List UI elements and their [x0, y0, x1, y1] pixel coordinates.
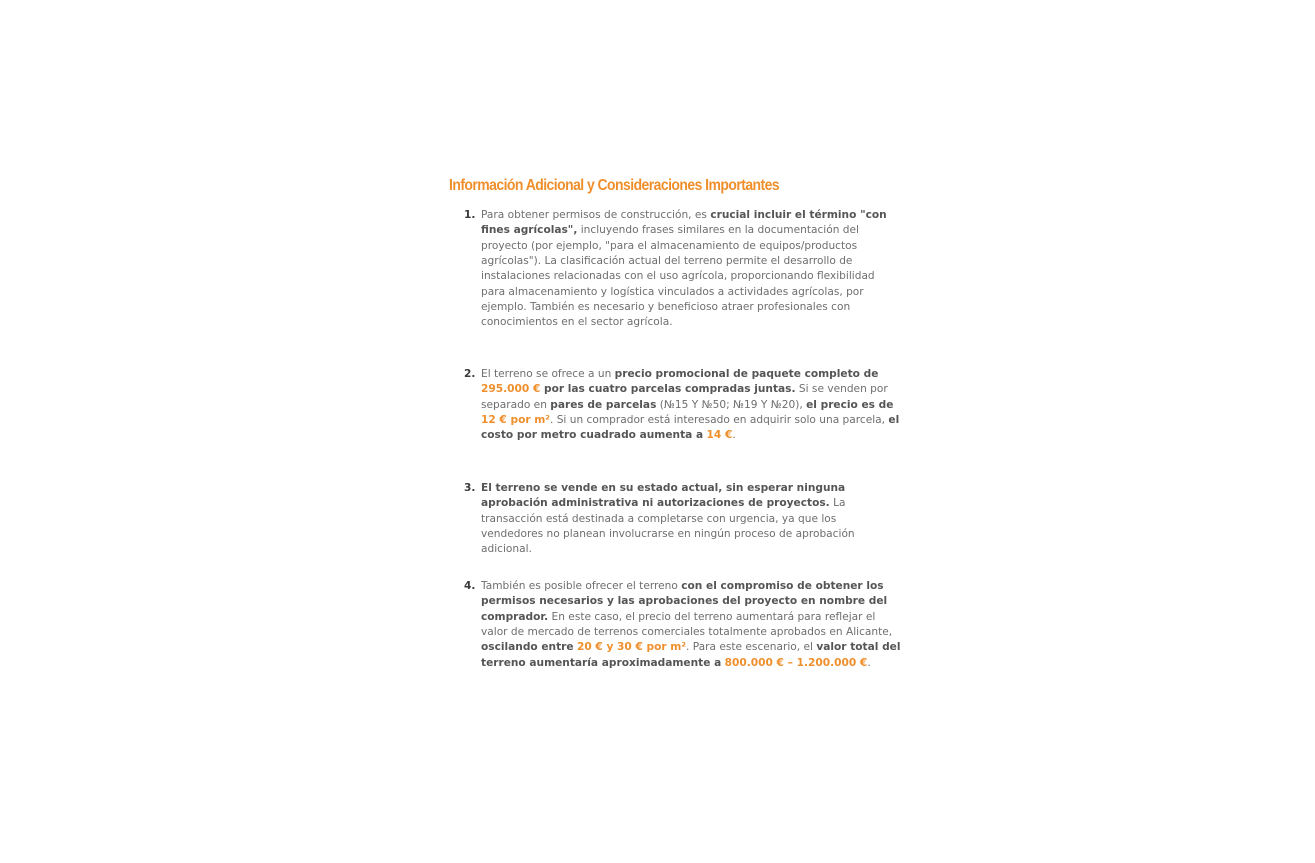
highlight-value: 295.000 € — [481, 383, 541, 396]
list-item-text — [481, 367, 901, 444]
body-text: También es posible ofrecer el terreno — [481, 580, 682, 592]
body-text: (№15 Y №50; №19 Y №20), — [656, 398, 807, 411]
list-item — [449, 208, 901, 331]
document-section — [449, 176, 901, 669]
highlight-value: 800.000 € – 1.200.000 € — [724, 656, 868, 669]
bold-text: oscilando entre — [481, 641, 574, 654]
list-item-number: 3. — [464, 482, 476, 494]
body-text: . — [732, 429, 736, 442]
bold-text: El terreno se vende en su estado actual, sin esperar ninguna aprobación administrativa ni autorizaciones de proyectos. — [481, 482, 846, 510]
list-item — [449, 579, 901, 671]
bold-text: crucial incluir el término "con fines agrícolas", — [481, 209, 887, 237]
bold-text: el precio es de — [806, 398, 894, 411]
highlight-value: 20 € y 30 € por m² — [576, 641, 686, 654]
body-text: . Si un comprador está interesado en adquirir solo una parcela, — [549, 414, 889, 427]
body-text: En este caso, el precio del terreno aumentará para reflejar el valor de mercado de terrenos comerciales totalmente aprobados en Alicante, — [481, 610, 893, 639]
bold-text: por las cuatro parcelas compradas juntas. — [540, 383, 796, 396]
body-text: El terreno se ofrece a un — [481, 368, 615, 380]
body-text: incluyendo frases similares en la documentación del proyecto (por ejemplo, "para el almacenamiento de equipos/productos agrícolas"). La clasificación actual del terreno permite el desarrollo de instalaciones relacionadas con el uso agrícola, proporcionando flexibilidad para almacenamiento y logística vinculados a actividades agrícolas, por ejemplo. También es necesario y beneficioso atraer profesionales con conocimientos en el sector agrícola. — [481, 224, 875, 329]
bold-text: valor total del terreno aumentaría aproximadamente a — [481, 641, 901, 669]
bold-text: el costo por metro cuadrado aumenta a — [481, 414, 900, 442]
list-item-number: 1. — [464, 209, 476, 221]
bold-text: con el compromiso de obtener los permisos necesarios y las aprobaciones del proyecto en nombre del comprador. — [481, 580, 888, 623]
bold-text: pares de parcelas — [550, 398, 657, 411]
list-item-number: 4. — [464, 580, 476, 592]
list-item-number: 2. — [464, 368, 476, 380]
list-item — [449, 367, 901, 444]
highlight-value: 14 € — [706, 429, 733, 442]
body-text: Si se venden por separado en — [481, 383, 888, 411]
list-item-text — [481, 481, 901, 558]
body-text: . — [867, 656, 871, 669]
list-item — [449, 481, 901, 558]
highlight-value: 12 € por m² — [481, 414, 550, 427]
section-heading: Información Adicional y Consideraciones Importantes — [449, 177, 780, 194]
bold-text: precio promocional de paquete completo de — [614, 368, 879, 380]
body-text: Para obtener permisos de construcción, es — [481, 209, 711, 221]
list-item-text — [481, 208, 901, 331]
list-item-text — [481, 579, 901, 671]
body-text: . Para este escenario, el — [685, 641, 817, 654]
body-text: La transacción está destinada a completarse con urgencia, ya que los vendedores no planean involucrarse en ningún proceso de aprobación adicional. — [481, 497, 855, 556]
